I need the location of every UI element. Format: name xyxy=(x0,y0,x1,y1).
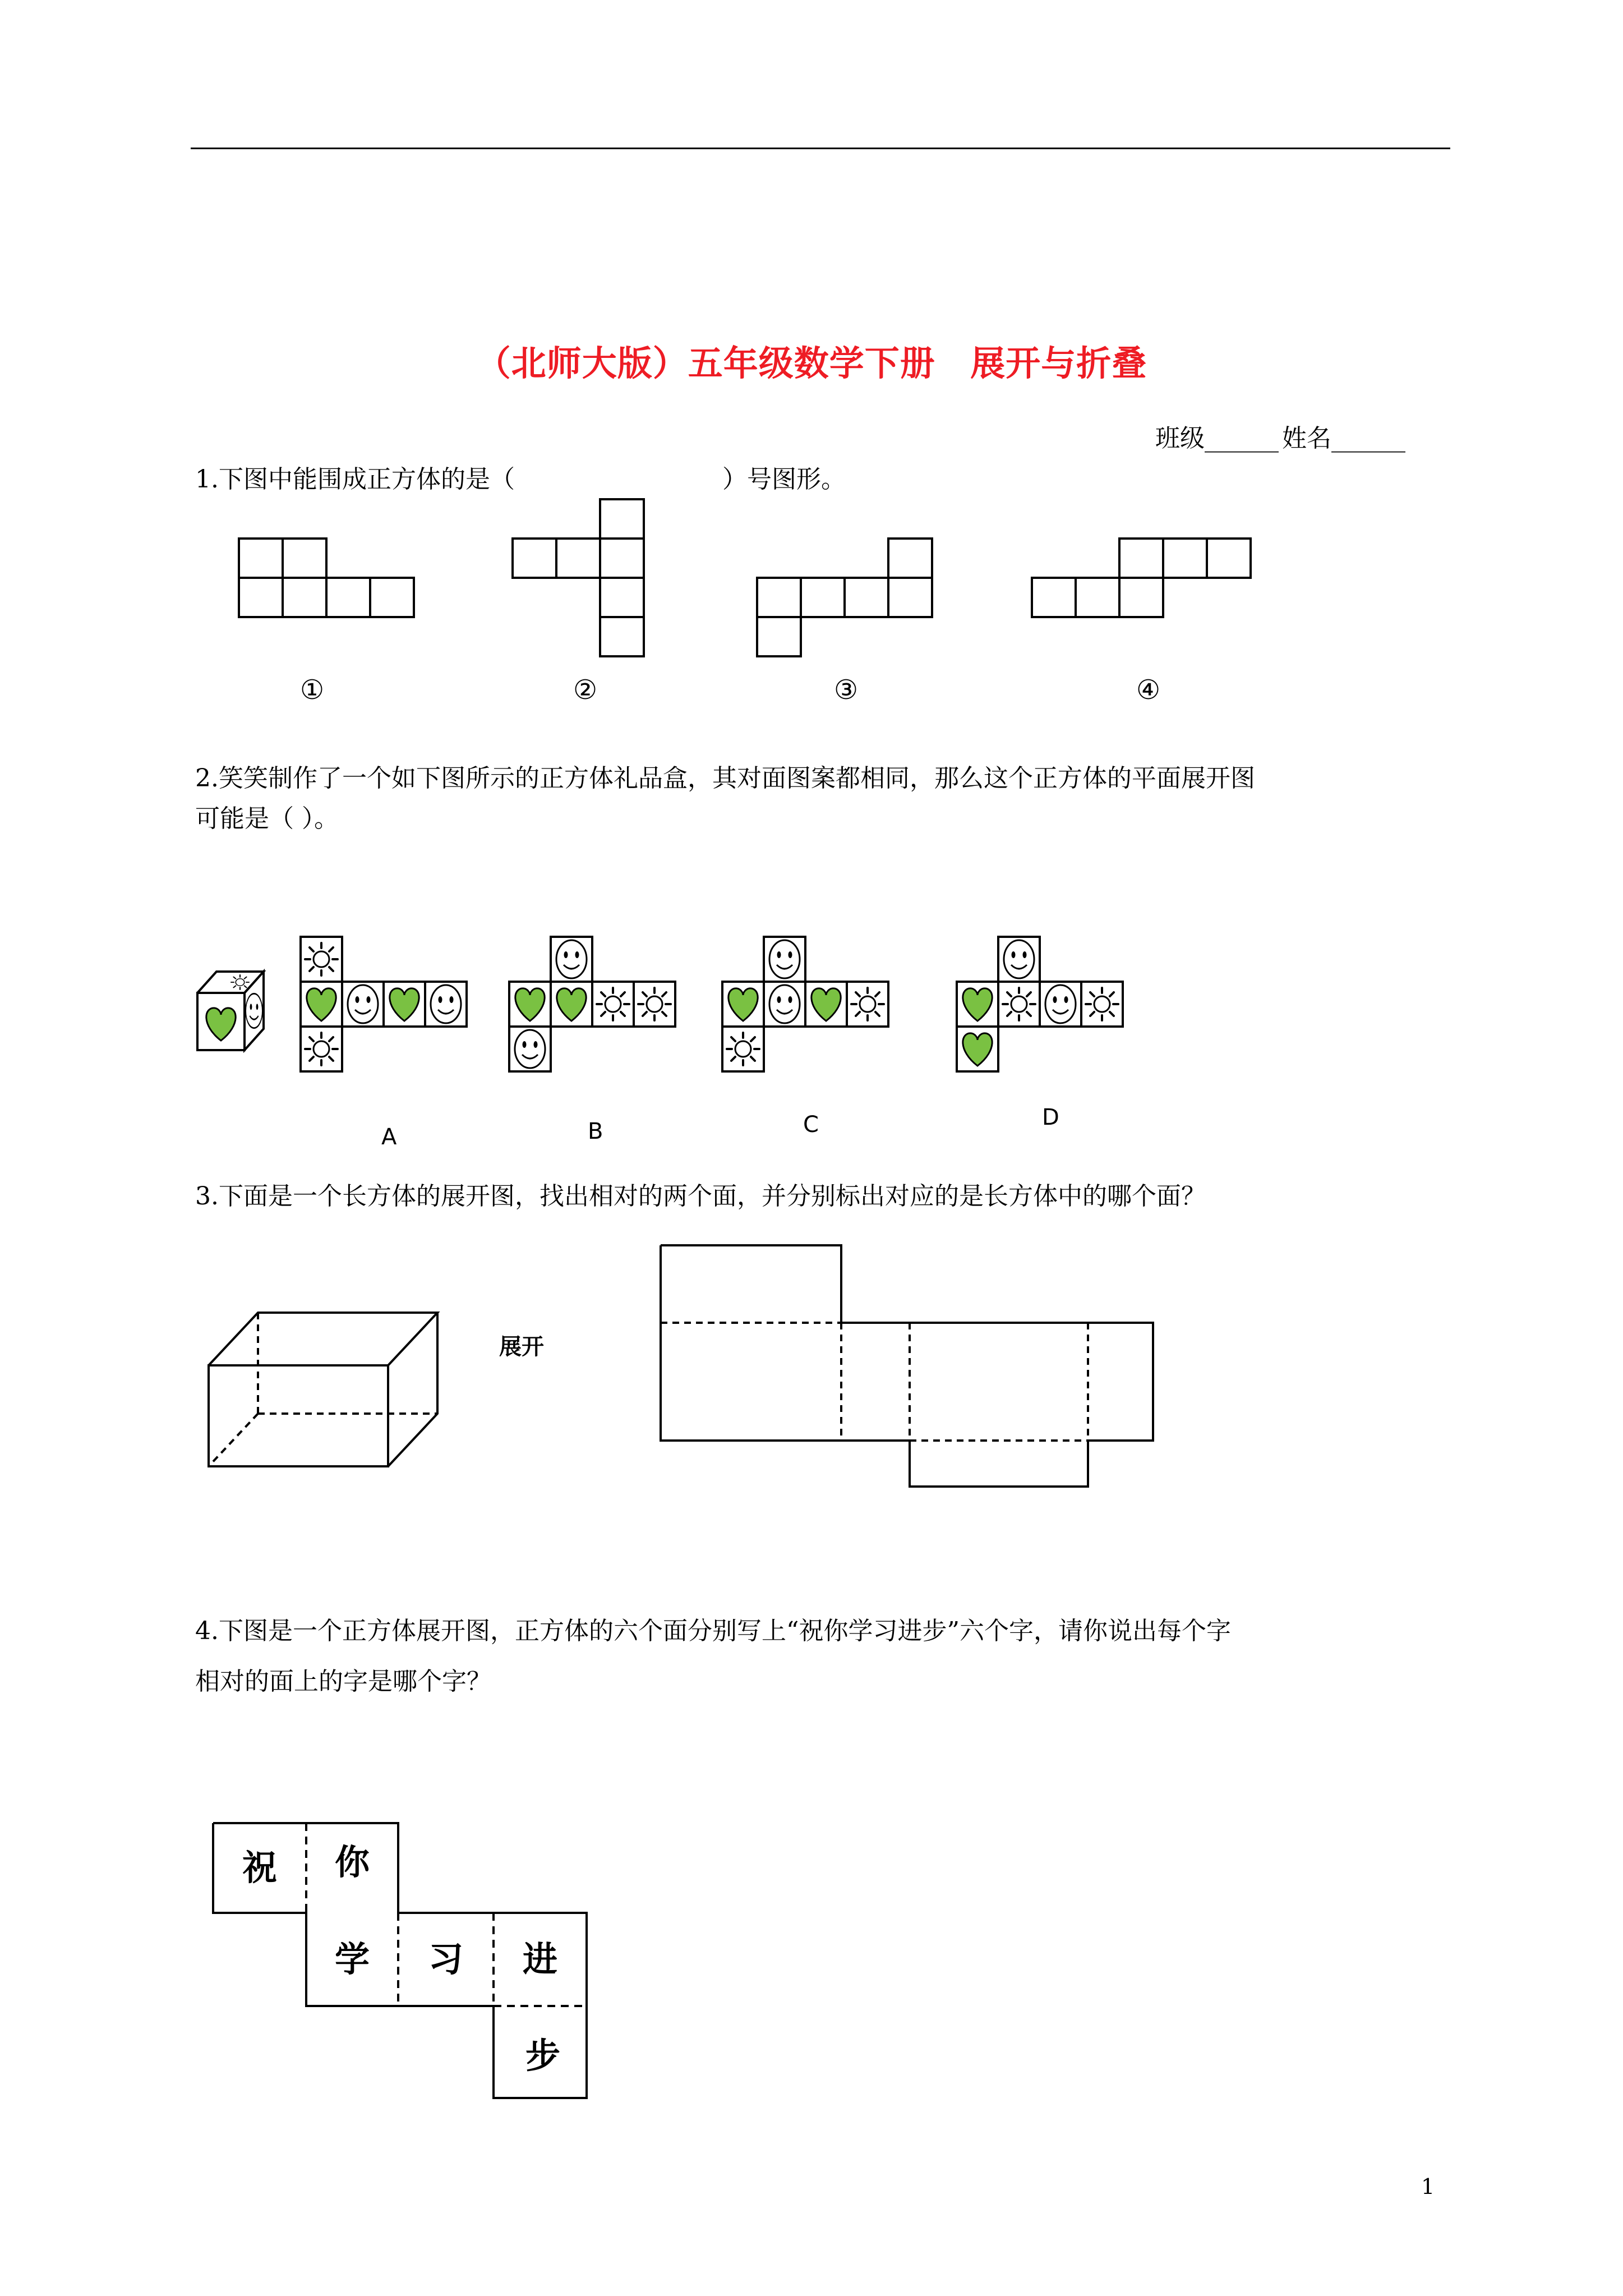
question-3: 3.下面是一个长方体的展开图，找出相对的两个面，并分别标出对应的是长方体中的哪个面？ xyxy=(195,1182,1206,1211)
sun-icon xyxy=(597,988,629,1020)
net-2 xyxy=(513,499,644,656)
face-6: 步 xyxy=(525,2035,561,2076)
face-2: 你 xyxy=(334,1842,370,1883)
question-1 xyxy=(195,463,846,496)
gift-cube xyxy=(197,972,264,1050)
option-a-label: A xyxy=(381,1124,397,1150)
sun-icon xyxy=(305,943,338,976)
smiley-icon xyxy=(431,985,461,1023)
page-title xyxy=(0,335,1623,385)
name-blank: ______ xyxy=(1331,424,1405,453)
cuboid-net xyxy=(661,1245,1153,1487)
sun-icon xyxy=(638,988,671,1020)
face-3: 学 xyxy=(334,1939,370,1980)
heart-icon xyxy=(963,1033,992,1066)
heart-icon xyxy=(307,988,336,1021)
q1-text-after: ）号图形。 xyxy=(722,465,846,494)
q1-label-3: ③ xyxy=(834,674,859,706)
smiley-icon xyxy=(246,993,262,1028)
option-b-label: B xyxy=(588,1119,603,1144)
name-label: 姓名 xyxy=(1282,424,1331,453)
heart-icon xyxy=(557,988,586,1021)
cuboid xyxy=(209,1313,437,1466)
question-2-line-2: 可能是（ ）。 xyxy=(195,804,339,833)
question-2-line-1: 2.笑笑制作了一个如下图所示的正方体礼品盒，其对面图案都相同，那么这个正方体的平面展开图 xyxy=(195,764,1255,793)
net-1 xyxy=(239,539,414,617)
title-main: （北师大版）五年级数学下册 xyxy=(476,343,935,384)
smiley-icon xyxy=(769,985,800,1023)
heart-icon xyxy=(963,988,992,1021)
face-5: 进 xyxy=(522,1939,558,1980)
option-d-label: D xyxy=(1042,1105,1059,1130)
q1-label-2: ② xyxy=(573,674,598,706)
q2-figure xyxy=(196,909,1161,1167)
smiley-icon xyxy=(1045,985,1076,1023)
q3-figure xyxy=(196,1240,1206,1498)
class-blank: ______ xyxy=(1205,424,1279,453)
question-4-line-1: 4.下图是一个正方体展开图，正方体的六个面分别写上“祝你学习进步”六个字，请你说出每个字 xyxy=(195,1617,1231,1645)
face-4: 习 xyxy=(428,1939,464,1980)
sun-icon xyxy=(1086,988,1118,1020)
smiley-icon xyxy=(1004,940,1034,978)
sun-icon xyxy=(305,1033,338,1065)
heart-icon xyxy=(515,988,545,1021)
net-4 xyxy=(1032,539,1251,617)
option-c-label: C xyxy=(803,1112,819,1138)
heart-icon xyxy=(728,988,758,1021)
net-3 xyxy=(757,539,932,656)
title-topic: 展开与折叠 xyxy=(970,343,1147,384)
class-label: 班级 xyxy=(1155,424,1205,453)
student-info xyxy=(1155,418,1405,454)
smiley-icon xyxy=(348,985,378,1023)
question-4-line-2: 相对的面上的字是哪个字？ xyxy=(195,1667,491,1696)
face-1: 祝 xyxy=(242,1847,278,1888)
q1-nets xyxy=(224,494,1267,662)
header-rule xyxy=(191,148,1450,149)
unfold-label: 展开 xyxy=(499,1334,544,1360)
q4-figure xyxy=(208,1818,611,2109)
sun-icon xyxy=(727,1033,759,1065)
page-number: 1 xyxy=(1421,2174,1435,2199)
heart-icon xyxy=(390,988,419,1021)
smiley-icon xyxy=(515,1030,545,1068)
q1-label-4: ④ xyxy=(1136,674,1161,706)
sun-icon xyxy=(851,988,884,1020)
sun-icon xyxy=(231,975,249,990)
smiley-icon xyxy=(769,940,800,978)
sun-icon xyxy=(1003,988,1035,1020)
smiley-icon xyxy=(556,940,587,978)
heart-icon xyxy=(811,988,841,1021)
q1-label-1: ① xyxy=(300,674,325,706)
q1-text-before: 1.下图中能围成正方体的是（ xyxy=(195,465,515,494)
